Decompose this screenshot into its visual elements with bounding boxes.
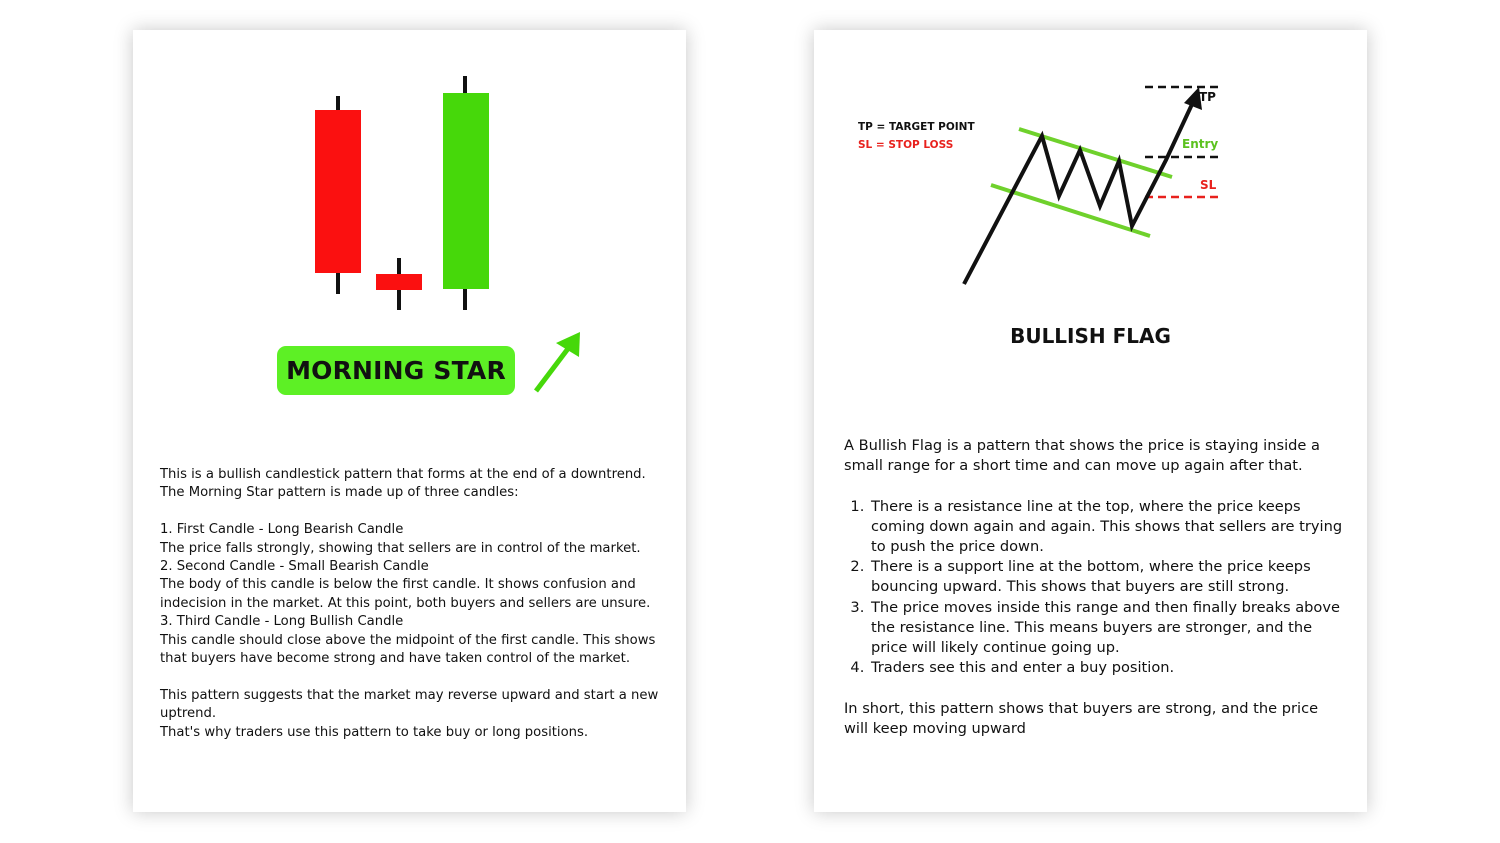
sl-label: SL [1200, 178, 1217, 192]
morning-star-description [160, 466, 675, 742]
legend-tp: TP = TARGET POINT [858, 121, 975, 133]
bullish-flag-title: BULLISH FLAG [1010, 324, 1171, 348]
bullish-flag-illustration [814, 30, 1367, 320]
summary-line: That's why traders use this pattern to take buy or long positions. [160, 724, 589, 740]
morning-star-page [133, 30, 686, 812]
legend-sl: SL = STOP LOSS [858, 139, 954, 151]
conclusion-paragraph: In short, this pattern shows that buyers are strong, and the price will keep moving upward [844, 699, 1319, 737]
intro-paragraph: A Bullish Flag is a pattern that shows the price is staying inside a small range for a short time and can move up again after that. [844, 437, 1320, 475]
candle-2-small-bearish [376, 258, 422, 310]
candle-1-description: The price falls strongly, showing that sellers are in control of the market. [160, 540, 641, 556]
price-path [964, 100, 1194, 284]
list-item: 1. There is a resistance line at the top, where the price keeps coming down again and again. This shows that sellers are trying to push the price down. [869, 497, 1344, 558]
summary-line: This pattern suggests that the market may reverse upward and start a new uptrend. [160, 687, 659, 722]
candle-3-title: 3. Third Candle - Long Bullish Candle [160, 614, 404, 630]
candle-1-bearish [315, 96, 361, 294]
intro-line: This is a bullish candlestick pattern that forms at the end of a downtrend. [160, 467, 646, 482]
tp-label: TP [1199, 90, 1216, 104]
bullish-flag-page [814, 30, 1367, 812]
up-arrow-icon [536, 332, 580, 391]
list-item: 3. The price moves inside this range and then finally breaks above the resistance line. This means buyers are stronger, and the price will likely continue going up. [869, 598, 1344, 659]
candle-2-description: The body of this candle is below the first candle. It shows confusion and indecision in the market. At this point, both buyers and sellers are unsure. [160, 577, 651, 611]
candle-3-description: This candle should close above the midpoint of the first candle. This shows that buyers have become strong and have taken control of the market. [160, 632, 656, 667]
candle-1-title: 1. First Candle - Long Bearish Candle [160, 522, 404, 538]
morning-star-badge: MORNING STAR [277, 346, 515, 395]
candle-2-title: 2. Second Candle - Small Bearish Candle [160, 559, 429, 575]
list-item: 2. There is a support line at the bottom, where the price keeps bouncing upward. This shows that buyers are still strong. [869, 557, 1344, 597]
list-item: 4. Traders see this and enter a buy position. [869, 658, 1344, 678]
intro-line: The Morning Star pattern is made up of three candles: [160, 485, 519, 501]
points-list [844, 497, 1344, 679]
entry-label: Entry [1182, 137, 1219, 151]
candle-3-bullish [443, 76, 489, 310]
bullish-flag-description [844, 436, 1344, 739]
